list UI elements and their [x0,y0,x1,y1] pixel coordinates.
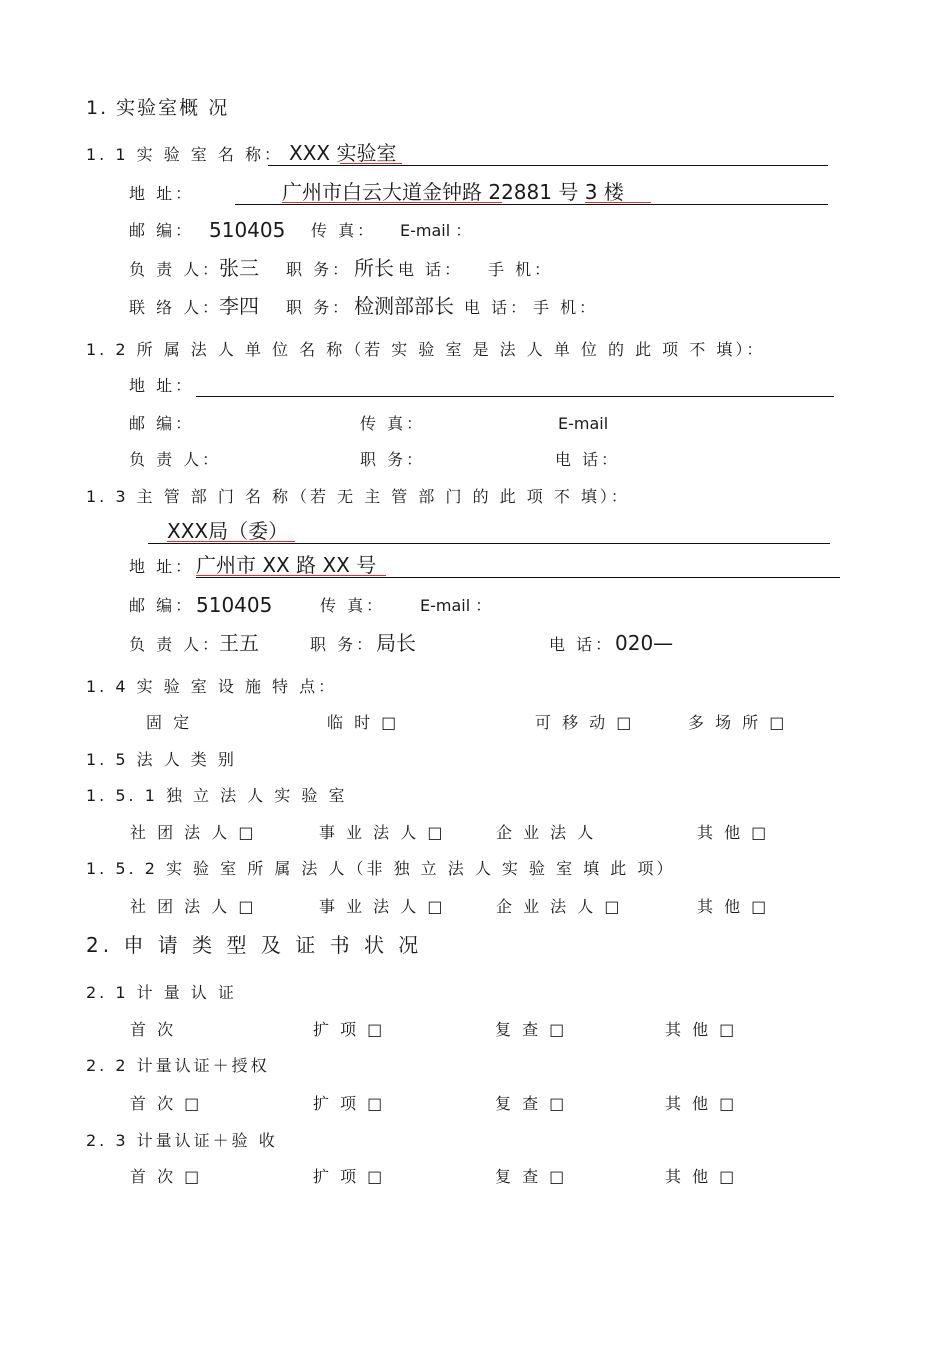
s12-fax-label: 传 真： [360,414,426,433]
s12-postcode-label: 邮 编： [129,414,195,433]
facility-mobile[interactable]: 可 移 动 □ [535,713,635,732]
s12-address-label: 地 址： [129,376,195,395]
s13-address-label: 地 址： [129,557,195,576]
spellcheck-underline [196,575,386,576]
section-1-4-title: 1. 4 实 验 室 设 施 特 点： [86,677,338,696]
section-1-2-title: 1. 2 所 属 法 人 单 位 名 称（若 实 验 室 是 法 人 单 位 的 此 项 不 填）： [86,340,766,359]
address-label: 地 址： [129,184,195,203]
section-1-3-title: 1. 3 主 管 部 门 名 称（若 无 主 管 部 门 的 此 项 不 填）： [86,487,630,506]
s22-option-expand[interactable]: 扩 项 □ [313,1094,386,1113]
s23-option-expand[interactable]: 扩 项 □ [313,1167,386,1186]
s13-phone-value[interactable]: 020— [615,631,674,655]
s22-option-first[interactable]: 首 次 □ [130,1094,203,1113]
s21-option-first[interactable]: 首 次 [130,1020,177,1039]
s12-duty-label: 职 务： [360,450,426,469]
s13-postcode-label: 邮 编： [129,596,195,615]
s151-option-enterprise[interactable]: 企 业 法 人 [496,823,597,842]
contact-mobile-label: 手 机： [533,298,599,317]
contact-value[interactable]: 李四 [219,294,259,318]
email-label: E-mail ： [400,221,472,240]
contact-duty-value[interactable]: 检测部部长 [354,294,454,318]
s22-option-review[interactable]: 复 查 □ [495,1094,568,1113]
section-1-5-2-title: 1. 5. 2 实 验 室 所 属 法 人（非 独 立 法 人 实 验 室 填 此 项） [86,859,676,878]
s151-option-institution[interactable]: 事 业 法 人 □ [319,823,446,842]
s22-option-other[interactable]: 其 他 □ [665,1094,738,1113]
facility-fixed[interactable]: 固 定 [146,713,193,732]
s23-option-first[interactable]: 首 次 □ [130,1167,203,1186]
s152-option-institution[interactable]: 事 业 法 人 □ [319,897,446,916]
section-1-5-1-title: 1. 5. 1 独 立 法 人 实 验 室 [86,786,348,805]
spellcheck-underline [585,202,651,203]
s13-address-value[interactable]: 广州市 XX 路 XX 号 [196,553,377,577]
lab-name-underline [268,165,828,166]
head-duty-value[interactable]: 所长 [354,256,394,280]
section-2-3-title: 2. 3 计量认证＋验 收 [86,1131,278,1150]
contact-phone-label: 电 话： [464,298,530,317]
s12-address-underline [196,396,834,397]
head-mobile-label: 手 机： [488,260,554,279]
s12-email-label: E-mail [558,414,609,433]
head-duty-label: 职 务： [286,260,352,279]
s151-option-other[interactable]: 其 他 □ [697,823,770,842]
spellcheck-underline [282,202,502,203]
head-phone-label: 电 话： [398,260,464,279]
s12-phone-label: 电 话： [555,450,621,469]
section-1-title: 1. 实验室概 况 [86,97,230,119]
s151-option-social[interactable]: 社 团 法 人 □ [130,823,257,842]
head-label: 负 责 人： [129,260,222,279]
lab-name-value[interactable]: XXX 实验室 [289,141,397,165]
head-value[interactable]: 张三 [219,256,259,280]
s23-option-review[interactable]: 复 查 □ [495,1167,568,1186]
section-1-5-title: 1. 5 法 人 类 别 [86,750,237,769]
section-2-title: 2. 申 请 类 型 及 证 书 状 况 [86,933,423,957]
spellcheck-underline [340,163,402,164]
s152-option-enterprise[interactable]: 企 业 法 人 □ [496,897,623,916]
postcode-value[interactable]: 510405 [209,218,286,242]
contact-label: 联 络 人： [129,298,222,317]
s23-option-other[interactable]: 其 他 □ [665,1167,738,1186]
s13-dept-underline [148,543,830,544]
s13-address-underline [196,577,840,578]
s21-option-other[interactable]: 其 他 □ [665,1020,738,1039]
address-value[interactable]: 广州市白云大道金钟路 22881 号 3 楼 [282,180,624,204]
s21-option-expand[interactable]: 扩 项 □ [313,1020,386,1039]
s13-email-label: E-mail ： [420,596,492,615]
s13-duty-value[interactable]: 局长 [376,631,416,655]
s13-dept-value[interactable]: XXX局（委） [167,519,289,543]
s21-option-review[interactable]: 复 查 □ [495,1020,568,1039]
lab-name-label: 1. 1 实 验 室 名 称： [86,145,283,164]
s13-head-label: 负 责 人： [129,635,222,654]
section-2-1-title: 2. 1 计 量 认 证 [86,983,237,1002]
contact-duty-label: 职 务： [286,298,352,317]
spellcheck-underline [167,541,295,542]
s152-option-other[interactable]: 其 他 □ [697,897,770,916]
s13-fax-label: 传 真： [320,596,386,615]
s13-postcode-value[interactable]: 510405 [196,593,273,617]
s13-head-value[interactable]: 王五 [219,631,259,655]
postcode-label: 邮 编： [129,221,195,240]
s152-option-social[interactable]: 社 团 法 人 □ [130,897,257,916]
s13-phone-label: 电 话： [549,635,615,654]
address-underline [235,204,828,205]
fax-label: 传 真： [311,221,377,240]
s13-duty-label: 职 务： [310,635,376,654]
s12-head-label: 负 责 人： [129,450,222,469]
facility-multi-site[interactable]: 多 场 所 □ [688,713,788,732]
section-2-2-title: 2. 2 计量认证＋授权 [86,1056,270,1075]
facility-temporary[interactable]: 临 时 □ [327,713,400,732]
